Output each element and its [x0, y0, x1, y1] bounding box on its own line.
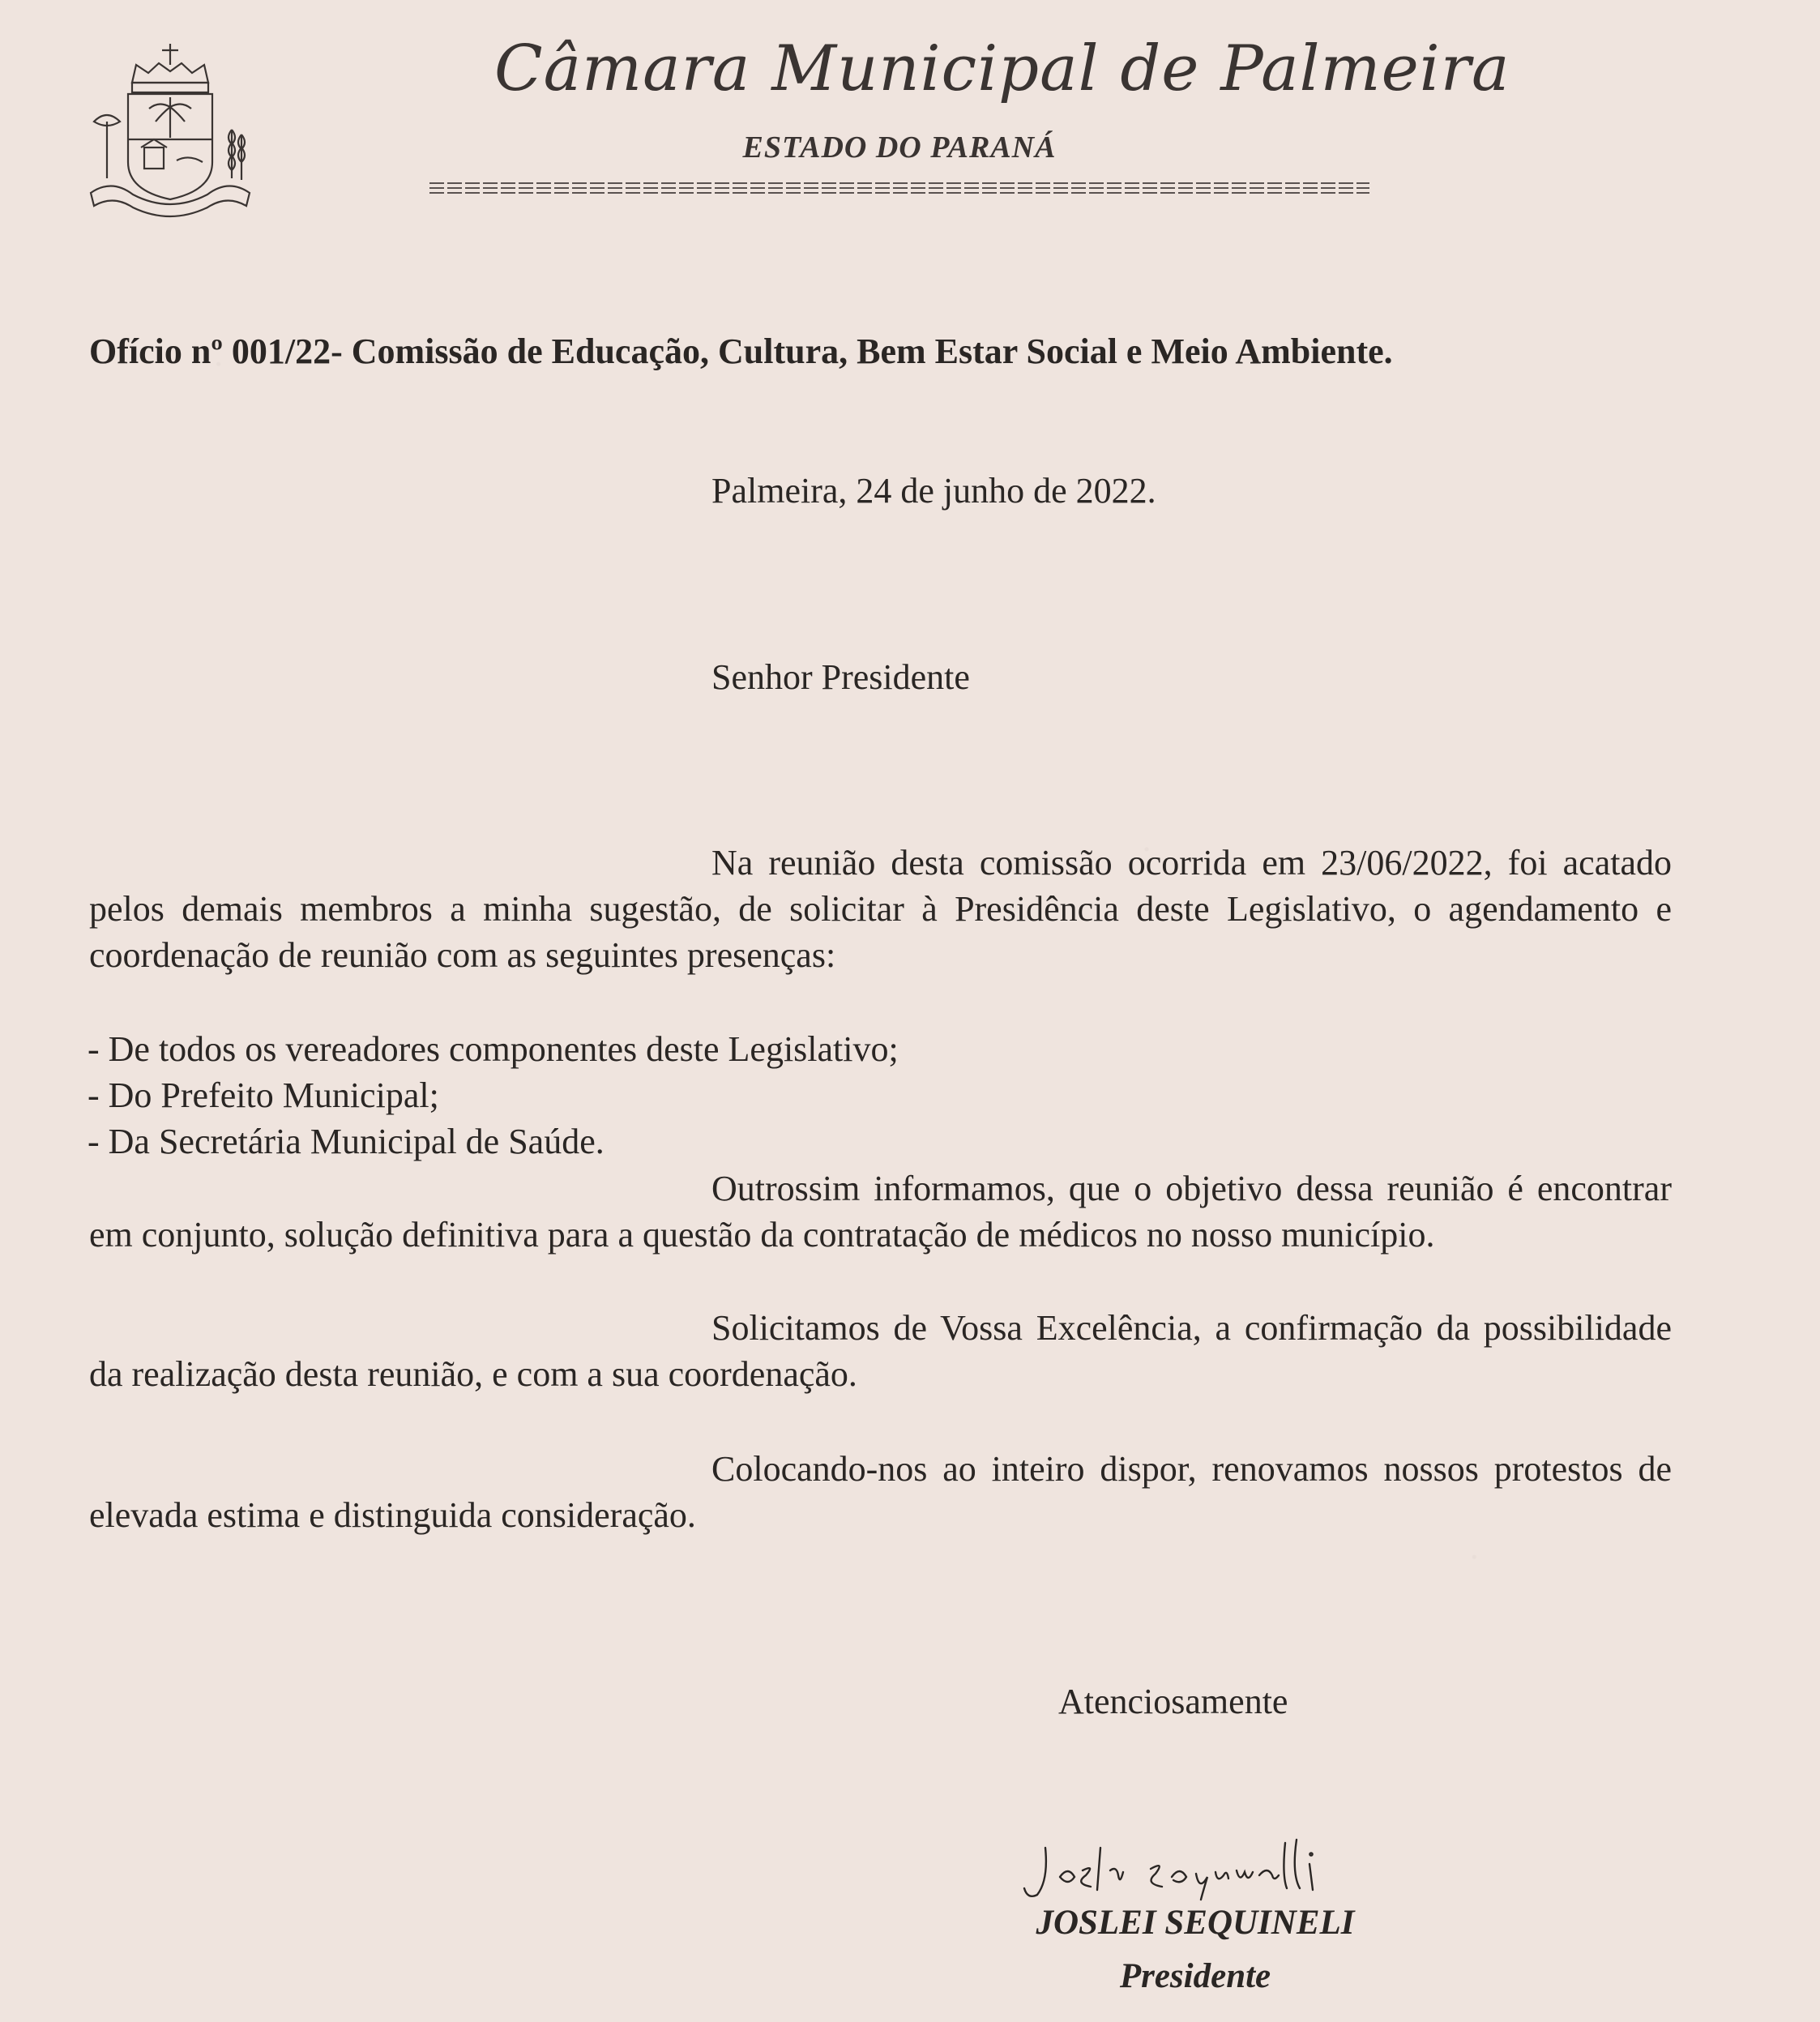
closing: Atenciosamente — [1058, 1682, 1288, 1721]
document-subject: Ofício nº 001/22- Comissão de Educação, Cultura, Bem Estar Social e Meio Ambiente. — [89, 331, 1393, 371]
paragraph-3: Solicitamos de Vossa Excelência, a confirmação da possibilidade da realização desta reunião, e com a sua coordenação. — [89, 1308, 1672, 1394]
paragraph-4: Colocando-nos ao inteiro dispor, renovamos nossos protestos de elevada estima e distinguida consideração. — [89, 1449, 1672, 1535]
state-name: ESTADO DO PARANÁ — [742, 130, 1057, 165]
signer-role: Presidente — [1119, 1957, 1271, 1995]
paragraph-1: Na reunião desta comissão ocorrida em 23/06/2022, foi acatado pelos demais membros a minha sugestão, de solicitar à Presidência deste Legislativo, o agendamento e coordenação de reunião com as seguintes presenças: — [89, 843, 1672, 975]
coat-of-arms-icon — [88, 41, 254, 224]
list-item: - De todos os vereadores componentes deste Legislativo; — [88, 1029, 899, 1069]
salutation: Senhor Presidente — [711, 657, 970, 697]
letterhead-divider — [429, 182, 1369, 194]
institution-name: Câmara Municipal de Palmeira — [494, 32, 1510, 105]
signer-name: JOSLEI SEQUINELI — [1036, 1904, 1355, 1942]
paragraph-2: Outrossim informamos, que o objetivo dessa reunião é encontrar em conjunto, solução definitiva para a questão da contratação de médicos no nosso município. — [89, 1169, 1672, 1255]
handwritten-signature — [1013, 1832, 1369, 1904]
attendee-list — [88, 1026, 899, 1165]
document-date: Palmeira, 24 de junho de 2022. — [711, 471, 1156, 511]
list-item: - Da Secretária Municipal de Saúde. — [88, 1122, 605, 1161]
list-item: - Do Prefeito Municipal; — [88, 1075, 439, 1115]
